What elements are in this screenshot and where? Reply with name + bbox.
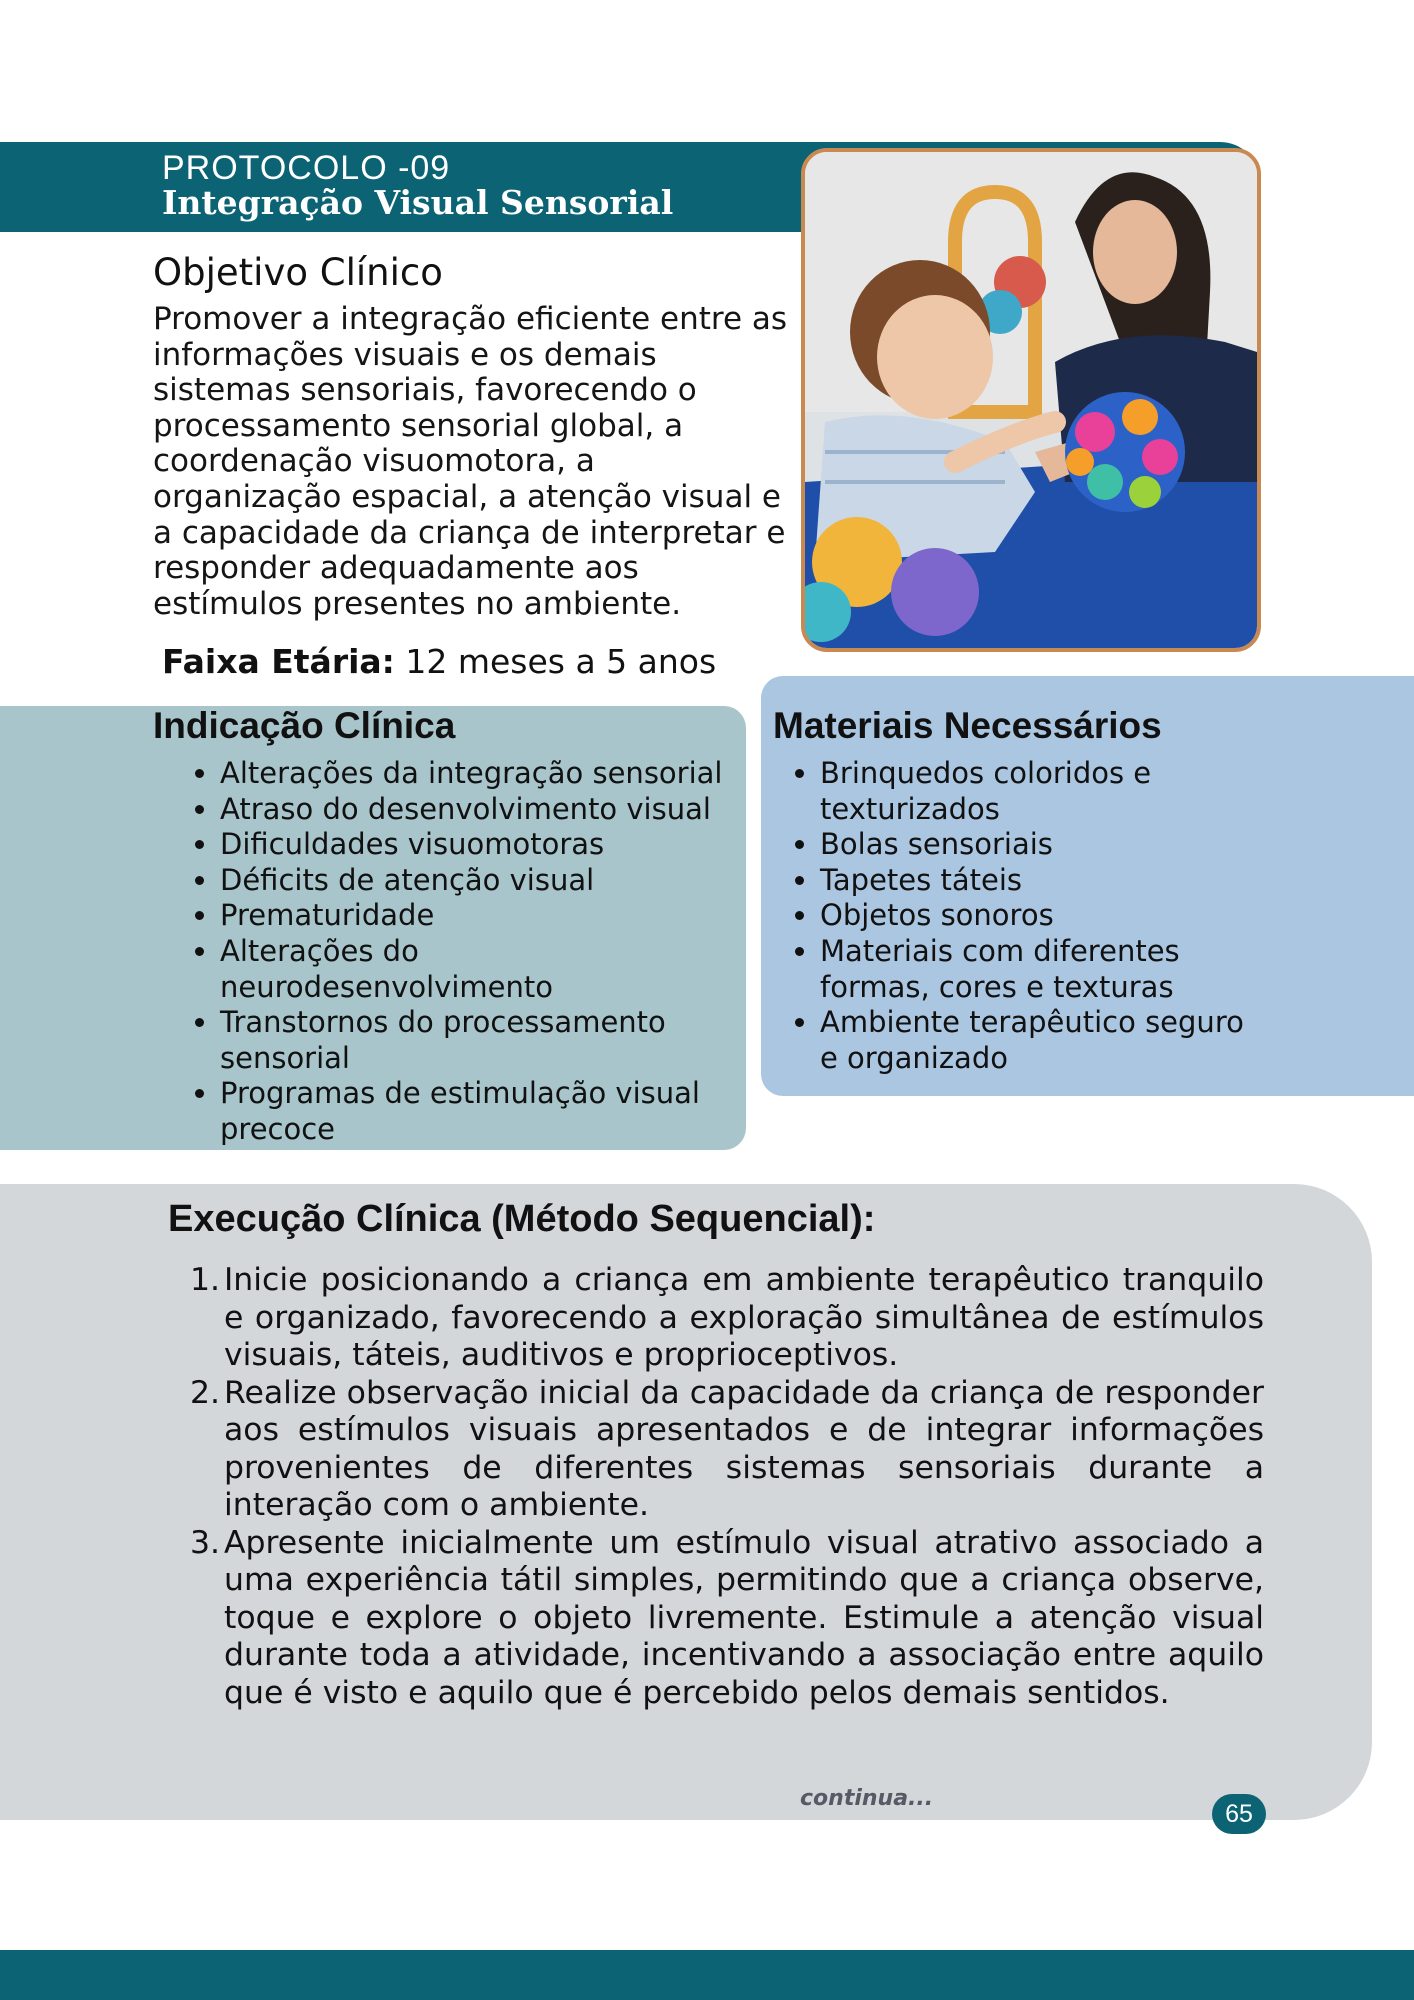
list-item: • Brinquedos coloridos e texturizados	[820, 756, 1160, 827]
list-item: • Alterações da integração sensorial	[220, 756, 800, 792]
age-range	[162, 640, 716, 684]
materials-list	[766, 756, 1340, 1076]
therapy-illustration	[805, 152, 1257, 648]
step-text: Apresente inicialmente um estímulo visual atrativo associado a uma experiência tátil simples, permitindo que a criança observe, toque e explore o objeto livremente. Estimule a atenção visual durante toda a atividade, incentivando a associação entre aquilo que é visto e aquilo que é percebido pelos demais sentidos.	[224, 1524, 1264, 1711]
step-number: 3.	[190, 1524, 221, 1561]
therapy-photo	[801, 148, 1261, 652]
list-item: • Ambiente terapêutico seguro e organizado	[820, 1005, 1260, 1076]
step-text: Realize observação inicial da capacidade da criança de responder aos estímulos visuais apresentados e de integrar informações provenientes de diferentes sistemas sensoriais durante a interação com o ambiente.	[224, 1374, 1264, 1523]
list-item: • Prematuridade	[220, 898, 800, 934]
list-item: • Déficits de atenção visual	[220, 863, 800, 899]
indication-list	[166, 756, 800, 1148]
footer-band	[0, 1950, 1414, 2000]
execution-steps	[176, 1262, 1264, 1712]
list-item: • Atraso do desenvolvimento visual	[220, 792, 800, 828]
protocol-label: PROTOCOLO -09	[162, 149, 451, 187]
objective-text: Promover a integração eficiente entre as informações visuais e os demais sistemas sensoriais, favorecendo o processamento sensorial global, a coordenação visuomotora, a organização espacial, a atenção visual e a capacidade da criança de interpretar e responder adequadamente aos estímulos presentes no ambiente.	[153, 301, 788, 622]
protocol-title: Integração Visual Sensorial	[162, 183, 674, 222]
list-item: • Dificuldades visuomotoras	[220, 827, 800, 863]
execution-heading: Execução Clínica (Método Sequencial):	[168, 1198, 876, 1240]
step-number: 2.	[190, 1374, 221, 1411]
continua-label: continua...	[800, 1786, 934, 1811]
step-text: Inicie posicionando a criança em ambiente terapêutico tranquilo e organizado, favorecendo a exploração simultânea de estímulos visuais, táteis, auditivos e proprioceptivos.	[224, 1262, 1264, 1373]
list-item: • Programas de estimulação visual precoce	[220, 1076, 710, 1147]
age-range-label: Faixa Etária:	[162, 642, 395, 681]
list-item: • Tapetes táteis	[820, 863, 1340, 899]
age-range-value: 12 meses a 5 anos	[394, 642, 717, 681]
page-number: 65	[1212, 1794, 1266, 1834]
execution-step	[176, 1375, 1264, 1525]
objective-heading: Objetivo Clínico	[153, 251, 443, 294]
list-item: • Materiais com diferentes formas, cores e texturas	[820, 934, 1220, 1005]
indication-heading: Indicação Clínica	[153, 705, 456, 746]
list-item: • Bolas sensoriais	[820, 827, 1340, 863]
list-item: • Objetos sonoros	[820, 898, 1340, 934]
step-number: 1.	[190, 1262, 221, 1298]
materials-heading: Materiais Necessários	[773, 705, 1162, 746]
list-item: • Transtornos do processamento sensorial	[220, 1005, 690, 1076]
list-item: • Alterações do neurodesenvolvimento	[220, 934, 520, 1005]
execution-step	[176, 1525, 1264, 1713]
execution-step	[176, 1262, 1264, 1375]
